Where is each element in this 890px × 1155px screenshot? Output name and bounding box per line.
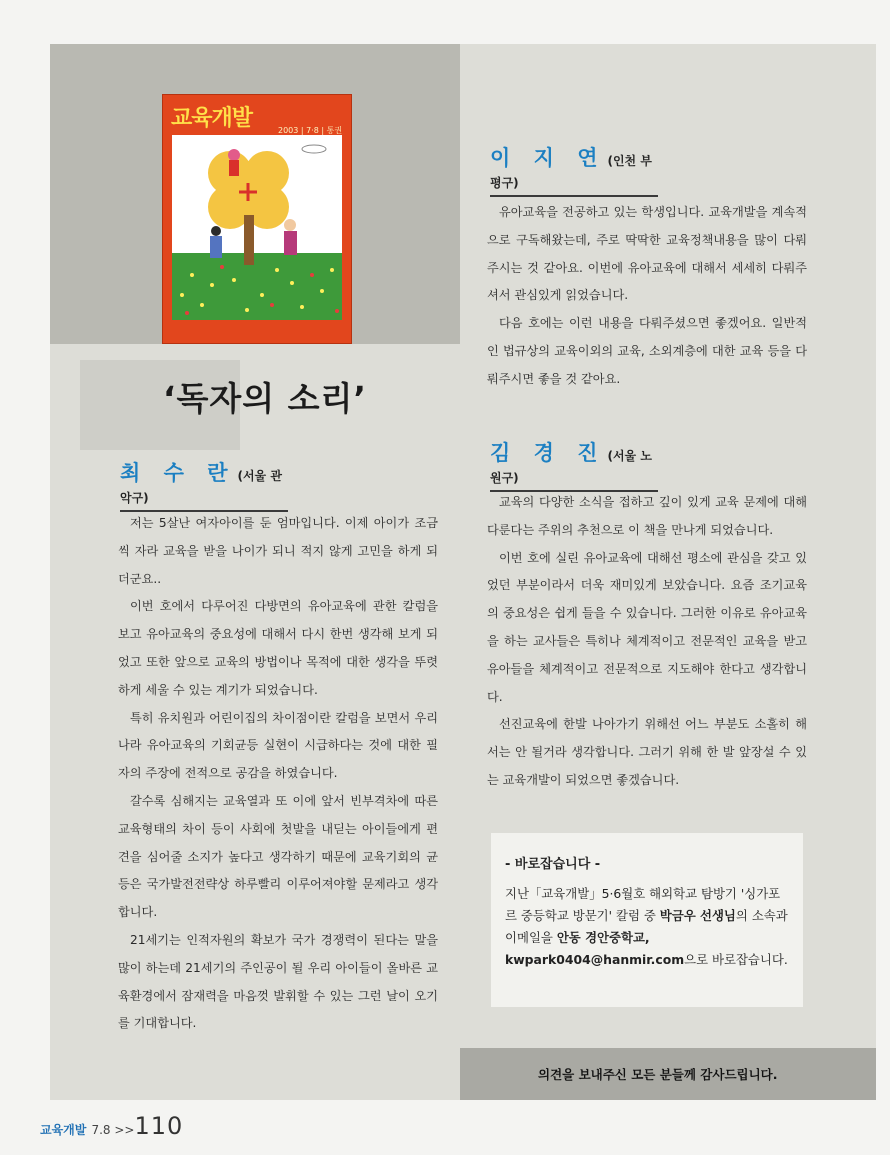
letter-paragraph: 이번 호에서 다루어진 다방면의 유아교육에 관한 칼럼을 보고 유아교육의 중요성에 대해서 다시 한번 생각해 보게 되었고 또한 앞으로 교육의 방법이나 목적에 대한 생각을 뚜렷하게 세울 수 있는 계기가 되었습니다. xyxy=(118,599,438,697)
cover-title: 교육개발 xyxy=(171,106,253,131)
notice-text: 으로 바로잡습니다. xyxy=(684,952,788,967)
letter-paragraph: 유아교육을 전공하고 있는 학생입니다. 교육개발을 계속적으로 구독해왔는데, 주로 딱딱한 교육정책내용을 많이 다뤄주시는 것 같아요. 이번에 유아교육에 대해서 세세히 다뤄주셔서 관심있게 읽었습니다. xyxy=(487,205,807,303)
cover-illustration-svg xyxy=(172,135,342,320)
footer-issue: 7.8 >> xyxy=(91,1123,135,1137)
letter-paragraph: 다음 호에는 이런 내용을 다뤄주셨으면 좋겠어요. 일반적인 법규상의 교육이외의 교육, 소외계층에 대한 교육 등을 다뤄주시면 좋을 것 같아요. xyxy=(487,316,807,386)
notice-text: 지난「교육개발」5·6월호 해외학교 탐방기 '싱가포르 중등학교 방문기' 칼럼 중 xyxy=(505,886,781,923)
magazine-cover-image xyxy=(163,95,351,343)
reader-name-block-2 xyxy=(490,142,658,197)
reader-name-block-1 xyxy=(120,457,288,512)
correction-notice-title: - 바로잡습니다 - xyxy=(505,857,601,872)
page-footer xyxy=(40,1112,183,1140)
footer-magazine-name: 교육개발 xyxy=(40,1123,87,1137)
letter-paragraph: 21세기는 인적자원의 확보가 국가 경쟁력이 된다는 말을 많이 하는데 21세기의 주인공이 될 우리 아이들이 올바른 교육환경에서 잠재력을 마음껏 발휘할 수 있는 그런 날이 오기를 기대합니다. xyxy=(118,932,438,1031)
letter-paragraph: 이번 호에 실린 유아교육에 대해선 평소에 관심을 갖고 있었던 부분이라서 더욱 재미있게 보았습니다. 요즘 조기교육의 중요성은 쉽게 들을 수 있습니다. 그러한 이유로 유아교육을 하는 교사들은 특히나 체계적이고 전문적인 교육을 받고 유아들을 체계적이고 전문적으로 지도해야 한다고 생각합니다. xyxy=(487,550,807,704)
notice-bold-school: 안동 경안중학교, kwpark0404@hanmir.com xyxy=(505,930,685,967)
letter-paragraph: 갈수록 심해지는 교육열과 또 이에 앞서 빈부격차에 따른 교육형태의 차이 등이 사회에 첫발을 내딛는 아이들에게 편견을 심어줄 소지가 높다고 생각하기 때문에 교육기회의 균등은 국가발전전략상 하루빨리 이루어져야할 문제라고 생각합니다. xyxy=(118,793,438,920)
reader-location: (서울 관악구) xyxy=(120,469,282,505)
notice-text: 의 소속과 이메일을 xyxy=(505,908,788,945)
correction-notice-body xyxy=(505,883,789,971)
cover-illustration xyxy=(172,135,342,320)
letter-paragraph: 교육의 다양한 소식을 접하고 깊이 있게 교육 문제에 대해 다룬다는 주위의 추천으로 이 책을 만나게 되었습니다. xyxy=(487,495,807,537)
reader-letter-2 xyxy=(487,199,807,394)
reader-letter-3 xyxy=(487,489,807,795)
cover-footer-strip xyxy=(172,321,342,339)
reader-location: (인천 부평구) xyxy=(490,154,652,190)
reader-location: (서울 노원구) xyxy=(490,449,652,485)
letter-paragraph: 저는 5살난 여자아이를 둔 엄마입니다. 이제 아이가 조금씩 자라 교육을 받을 나이가 되니 적지 않게 고민을 하게 되더군요.. xyxy=(118,516,438,586)
correction-notice-box xyxy=(491,833,803,1007)
letter-paragraph: 선진교육에 한발 나아가기 위해선 어느 부분도 소홀히 해서는 안 될거라 생각합니다. 그러기 위해 한 발 앞장설 수 있는 교육개발이 되었으면 좋겠습니다. xyxy=(487,717,807,787)
page-heading: ‘독자의 소리’ xyxy=(163,379,367,418)
reader-name: 최 수 란 xyxy=(120,461,236,485)
name-underline xyxy=(490,195,658,197)
notice-bold-name: 박금우 선생님 xyxy=(659,908,736,923)
thanks-bar xyxy=(460,1048,876,1100)
reader-name: 김 경 진 xyxy=(490,441,606,465)
page-number: 110 xyxy=(134,1112,184,1140)
letter-paragraph: 특히 유치원과 어린이집의 차이점이란 칼럼을 보면서 우리나라 유아교육의 기회균등 실현이 시급하다는 것에 대한 필자의 주장에 전적으로 공감을 하였습니다. xyxy=(118,710,438,781)
thanks-message: 의견을 보내주신 모든 분들께 감사드립니다. xyxy=(538,1067,778,1082)
reader-name: 이 지 연 xyxy=(490,146,606,170)
reader-name-block-3 xyxy=(490,437,658,492)
cover-issue: 2003 | 7·8 | 통권 xyxy=(278,126,343,135)
reader-letter-1 xyxy=(118,510,438,1038)
